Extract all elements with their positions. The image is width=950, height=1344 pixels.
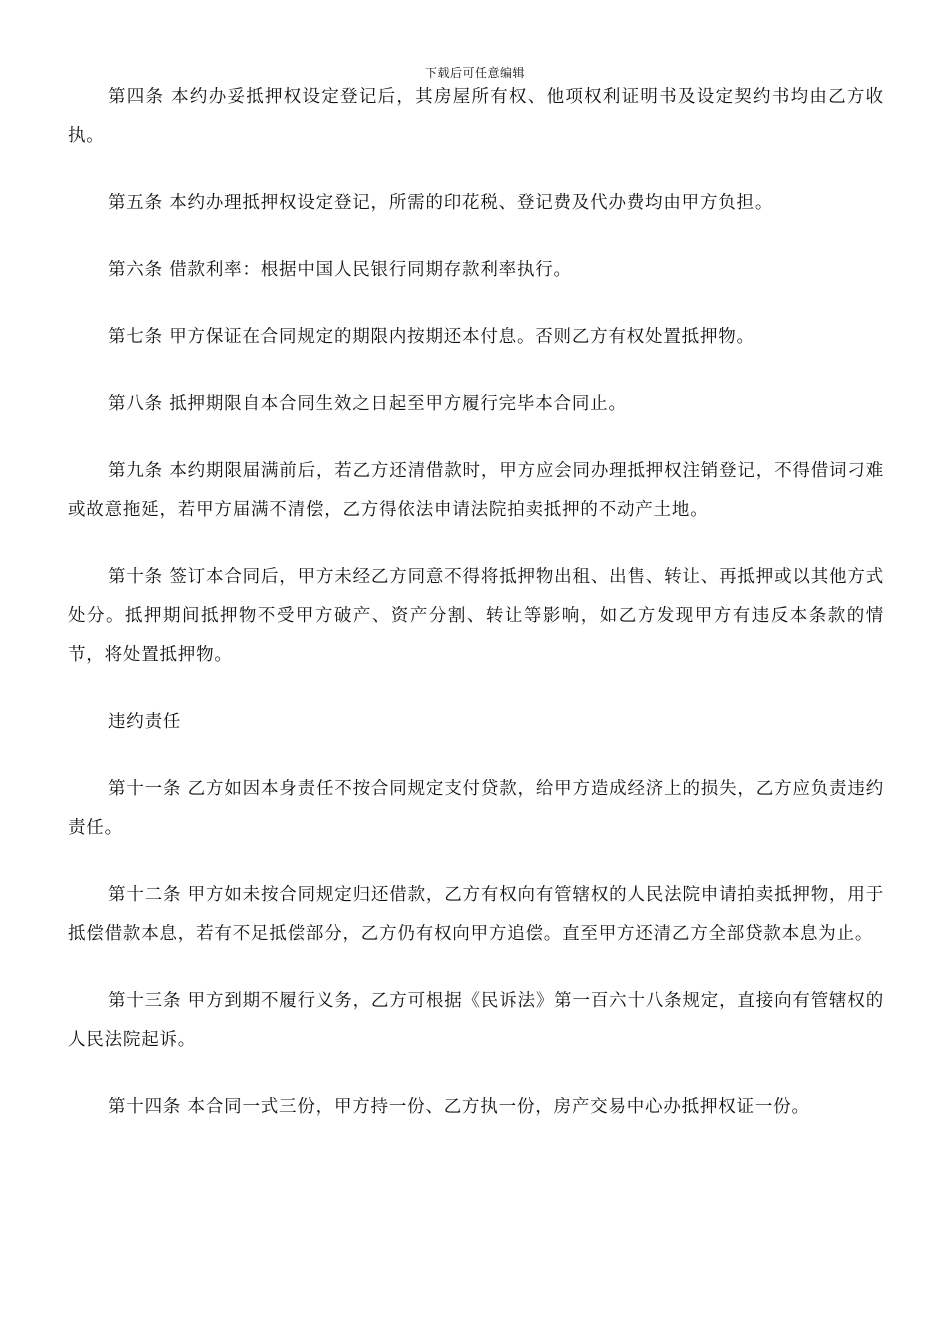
article-9: 第九条 本约期限届满前后，若乙方还清借款时，甲方应会同办理抵押权注销登记，不得借词刁难或故意拖延，若甲方届满不清偿，乙方得依法申请法院拍卖抵押的不动产土地。 bbox=[68, 461, 884, 520]
article-7: 第七条 甲方保证在合同规定的期限内按期还本付息。否则乙方有权处置抵押物。 bbox=[108, 327, 755, 347]
article-11: 第十一条 乙方如因本身责任不按合同规定支付贷款，给甲方造成经济上的损失，乙方应负责违约责任。 bbox=[68, 779, 884, 838]
article-14: 第十四条 本合同一式三份，甲方持一份、乙方执一份，房产交易中心办抵押权证一份。 bbox=[108, 1097, 810, 1117]
article-4: 第四条 本约办妥抵押权设定登记后，其房屋所有权、他项权利证明书及设定契约书均由乙方收执。 bbox=[68, 87, 884, 146]
article-10: 第十条 签订本合同后，甲方未经乙方同意不得将抵押物出租、出售、转让、再抵押或以其他方式处分。抵押期间抵押物不受甲方破产、资产分割、转让等影响，如乙方发现甲方有违反本条款的情节，将处置抵押物。 bbox=[68, 567, 884, 665]
document-body bbox=[68, 78, 884, 1155]
section-heading-breach: 违约责任 bbox=[108, 712, 182, 732]
article-12: 第十二条 甲方如未按合同规定归还借款，乙方有权向有管辖权的人民法院申请拍卖抵押物，用于抵偿借款本息，若有不足抵偿部分，乙方仍有权向甲方追偿。直至甲方还清乙方全部贷款本息为止。 bbox=[68, 885, 884, 944]
article-6: 第六条 借款利率：根据中国人民银行同期存款利率执行。 bbox=[108, 260, 572, 280]
article-8: 第八条 抵押期限自本合同生效之日起至甲方履行完毕本合同止。 bbox=[108, 394, 627, 414]
header-note: 下载后可任意编辑 bbox=[424, 66, 525, 80]
article-13: 第十三条 甲方到期不履行义务，乙方可根据《民诉法》第一百六十八条规定，直接向有管辖权的人民法院起诉。 bbox=[68, 991, 884, 1050]
article-5: 第五条 本约办理抵押权设定登记，所需的印花税、登记费及代办费均由甲方负担。 bbox=[108, 193, 774, 213]
